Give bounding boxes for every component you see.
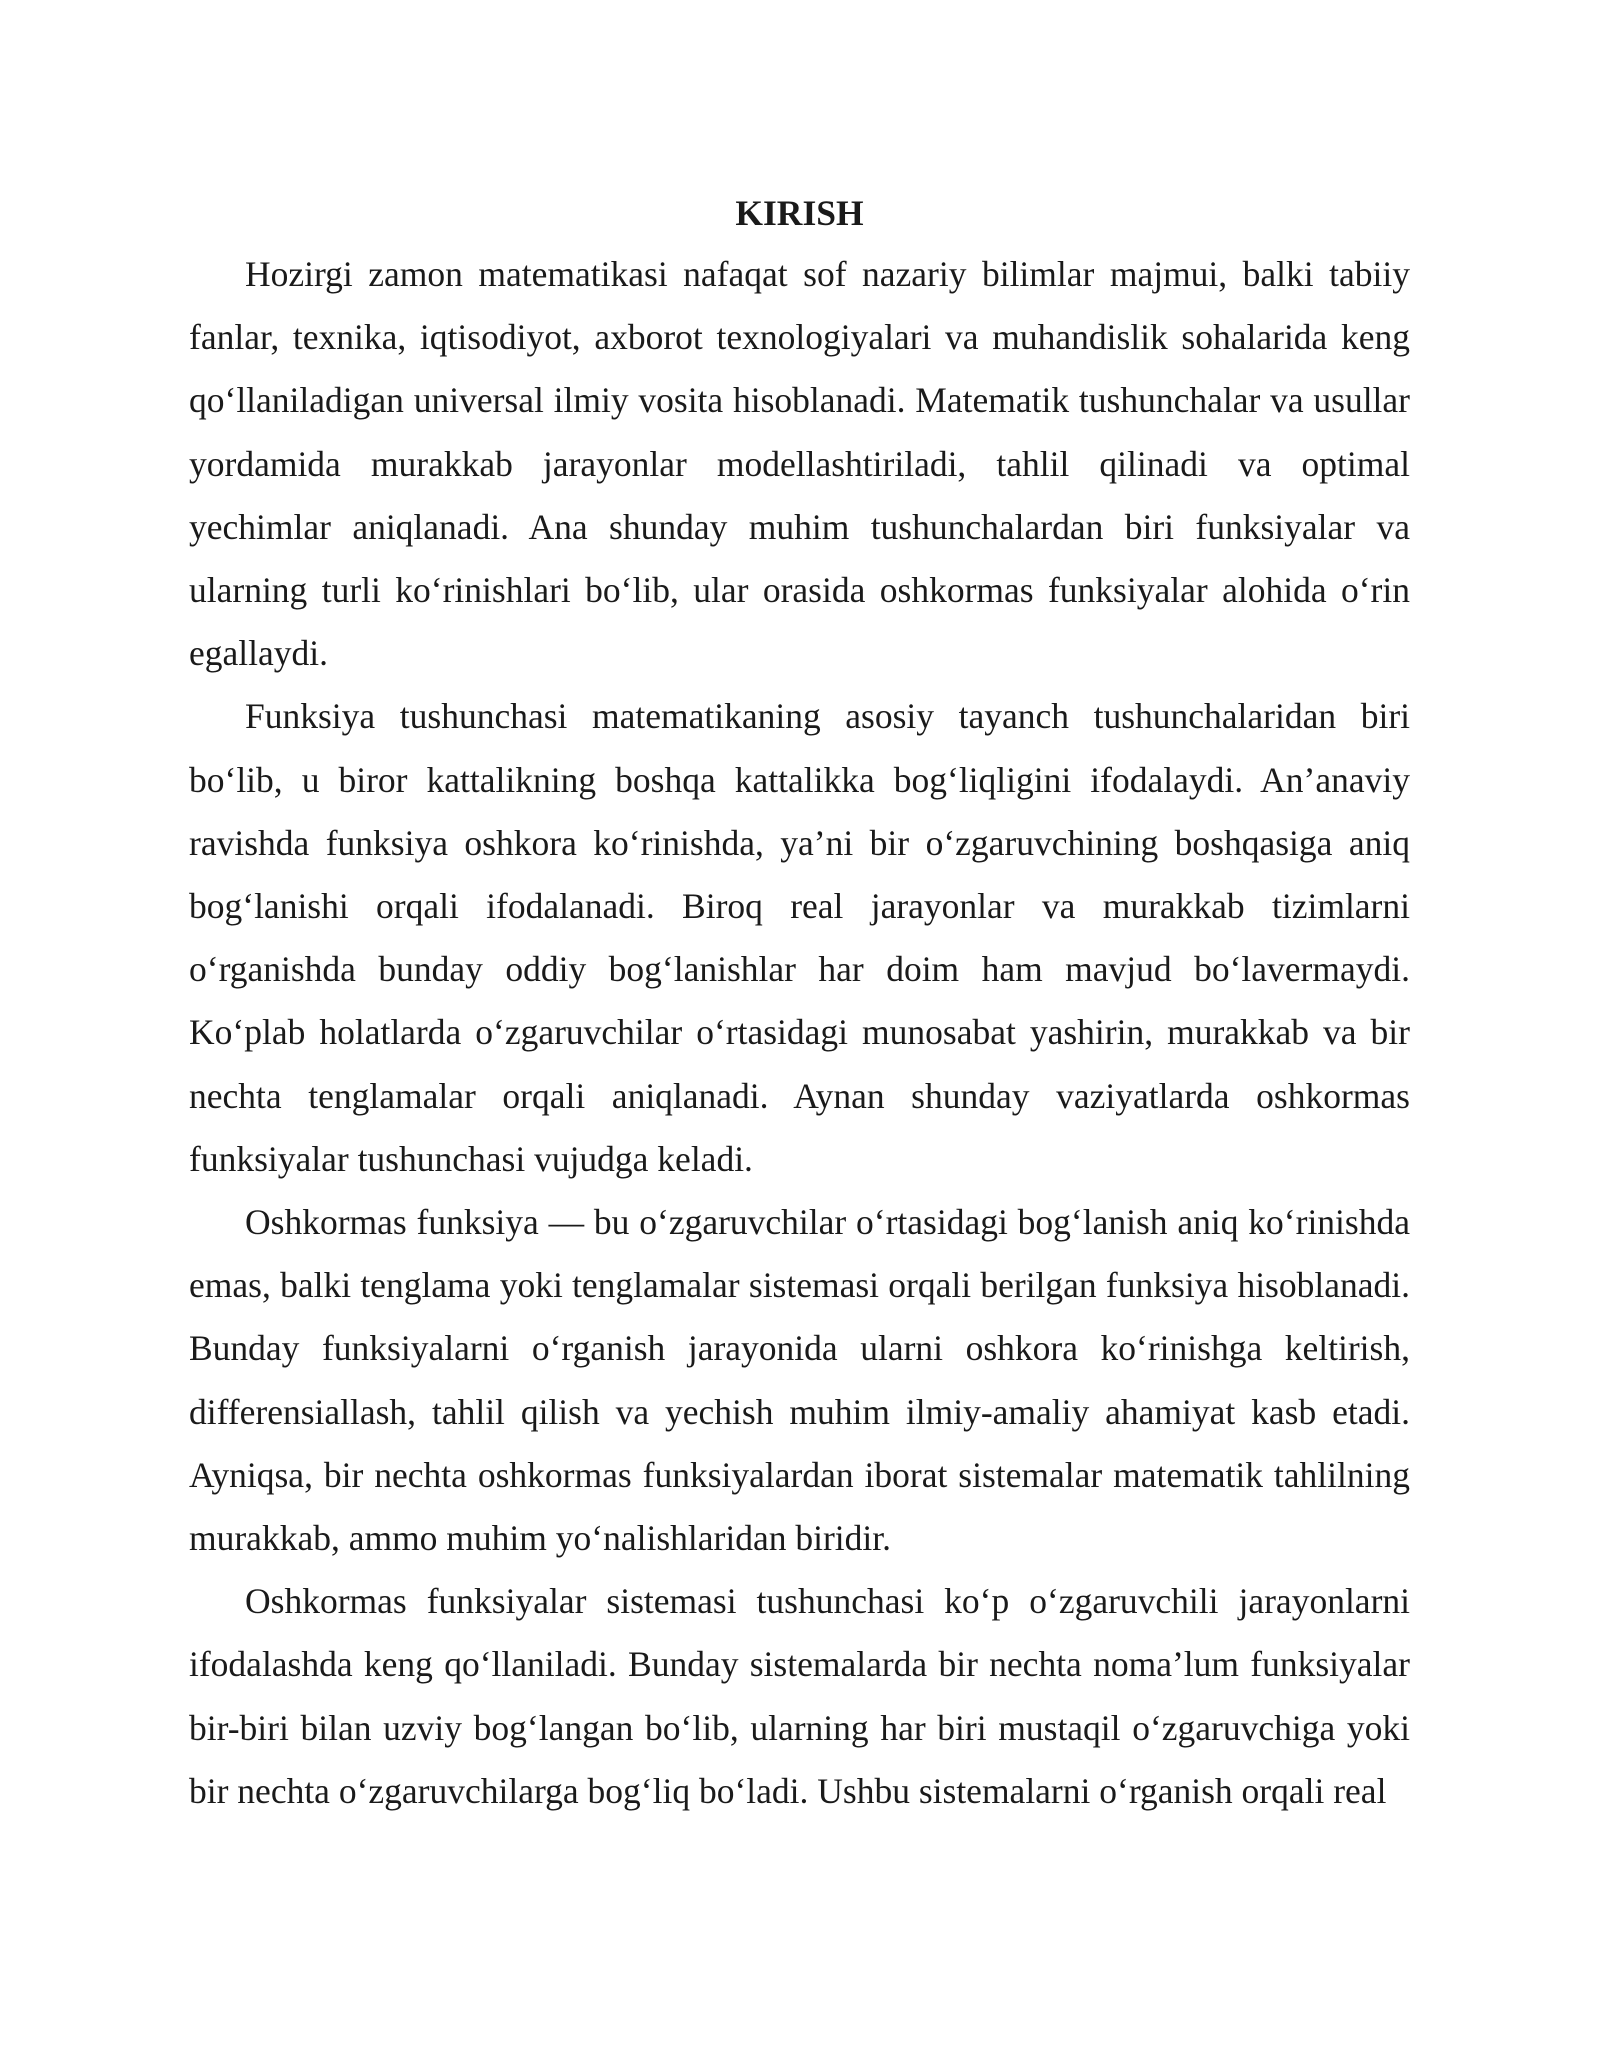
paragraph-2: Funksiya tushunchasi matematikaning asosiy tayanch tushunchalaridan biri bo‘lib, u biror kattalikning boshqa kattalikka bog‘liqligini ifodalaydi. An’anaviy ravishda funksiya oshkora ko‘rinishda, ya’ni bir o‘zgaruvchining boshqasiga aniq bog‘lanishi orqali ifodalanadi. Biroq real jarayonlar va murakkab tizimlarni o‘rganishda bunday oddiy bog‘lanishlar har doim ham mavjud bo‘lavermaydi. Ko‘plab holatlarda o‘zgaruvchilar o‘rtasidagi munosabat yashirin, murakkab va bir nechta tenglamalar orqali aniqlanadi. Aynan shunday vaziyatlarda oshkormas funksiyalar tushunchasi vujudga keladi.: [189, 696, 1410, 1179]
document-body: [189, 183, 1410, 1823]
section-title: KIRISH: [735, 193, 864, 233]
paragraph-4: Oshkormas funksiyalar sistemasi tushunchasi ko‘p o‘zgaruvchili jarayonlarni ifodalashda keng qo‘llaniladi. Bunday sistemalarda bir nechta noma’lum funksiyalar bir-biri bilan uzviy bog‘langan bo‘lib, ularning har biri mustaqil o‘zgaruvchiga yoki bir nechta o‘zgaruvchilarga bog‘liq bo‘ladi. Ushbu sistemalarni o‘rganish orqali real: [189, 1581, 1410, 1811]
paragraph-3: Oshkormas funksiya — bu o‘zgaruvchilar o‘rtasidagi bog‘lanish aniq ko‘rinishda emas, balki tenglama yoki tenglamalar sistemasi orqali berilgan funksiya hisoblanadi. Bunday funksiyalarni o‘rganish jarayonida ularni oshkora ko‘rinishga keltirish, differensiallash, tahlil qilish va yechish muhim ilmiy-amaliy ahamiyat kasb etadi. Ayniqsa, bir nechta oshkormas funksiyalardan iborat sistemalar matematik tahlilning murakkab, ammo muhim yo‘nalishlaridan biridir.: [189, 1202, 1410, 1559]
paragraph-1: Hozirgi zamon matematikasi nafaqat sof nazariy bilimlar majmui, balki tabiiy fanlar, texnika, iqtisodiyot, axborot texnologiyalari va muhandislik sohalarida keng qo‘llaniladigan universal ilmiy vosita hisoblanadi. Matematik tushunchalar va usullar yordamida murakkab jarayonlar modellashtiriladi, tahlil qilinadi va optimal yechimlar aniqlanadi. Ana shunday muhim tushunchalardan biri funksiyalar va ularning turli ko‘rinishlari bo‘lib, ular orasida oshkormas funksiyalar alohida o‘rin egallaydi.: [189, 254, 1410, 674]
